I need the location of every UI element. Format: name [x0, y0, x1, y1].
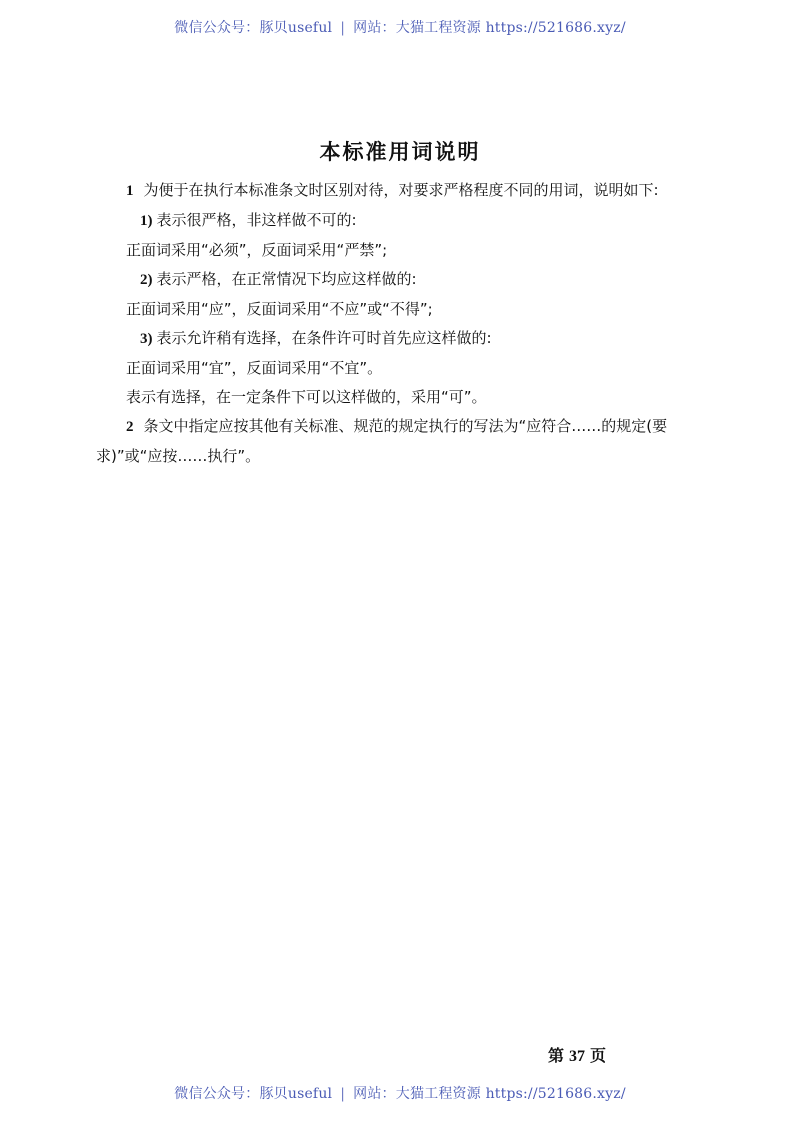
item-3 — [96, 324, 714, 354]
page-number-suffix: 页 — [590, 1046, 607, 1065]
page-number — [548, 1043, 606, 1066]
item-2 — [96, 265, 714, 295]
item-3-words: 正面词采用“宜”，反面词采用“不宜”。 — [126, 359, 383, 377]
section-1-number: 1 — [126, 183, 134, 199]
item-2-words: 正面词采用“应”，反面词采用“不应”或“不得”; — [126, 300, 433, 318]
page-number-value: 37 — [569, 1048, 586, 1065]
item-1 — [96, 206, 714, 236]
watermark-footer — [0, 1083, 800, 1103]
document-body — [96, 176, 714, 471]
optional-words: 表示有选择，在一定条件下可以这样做的，采用“可”。 — [126, 388, 487, 406]
watermark-wechat-text: 微信公众号：豚贝useful — [174, 1086, 333, 1102]
item-3-text: 表示允许稍有选择，在条件许可时首先应这样做的: — [156, 329, 492, 347]
page-title: 本标准用词说明 — [319, 140, 481, 164]
section-1-text: 为便于在执行本标准条文时区别对待，对要求严格程度不同的用词，说明如下: — [143, 181, 659, 199]
section-2-text: 条文中指定应按其他有关标准、规范的规定执行的写法为“应符合……的规定(要求)”或“应按……执行”。 — [96, 417, 668, 465]
watermark-separator: | — [340, 1086, 346, 1102]
section-2-paragraph — [96, 412, 714, 471]
item-1-words: 正面词采用“必须”，反面词采用“严禁”; — [126, 241, 388, 259]
item-1-text: 表示很严格，非这样做不可的: — [156, 211, 357, 229]
item-2-number: 2) — [140, 272, 153, 288]
item-1-number: 1) — [140, 213, 153, 229]
watermark-separator: | — [340, 20, 346, 36]
page-number-prefix: 第 — [548, 1046, 565, 1065]
item-2-text: 表示严格，在正常情况下均应这样做的: — [156, 270, 417, 288]
watermark-website-text: 网站：大猫工程资源 https://521686.xyz/ — [353, 1086, 626, 1102]
section-1-paragraph — [96, 176, 714, 206]
watermark-header — [0, 17, 800, 37]
watermark-website-text: 网站：大猫工程资源 https://521686.xyz/ — [353, 20, 626, 36]
section-2-number: 2 — [126, 419, 134, 435]
watermark-wechat-text: 微信公众号：豚贝useful — [174, 20, 333, 36]
item-3-number: 3) — [140, 331, 153, 347]
